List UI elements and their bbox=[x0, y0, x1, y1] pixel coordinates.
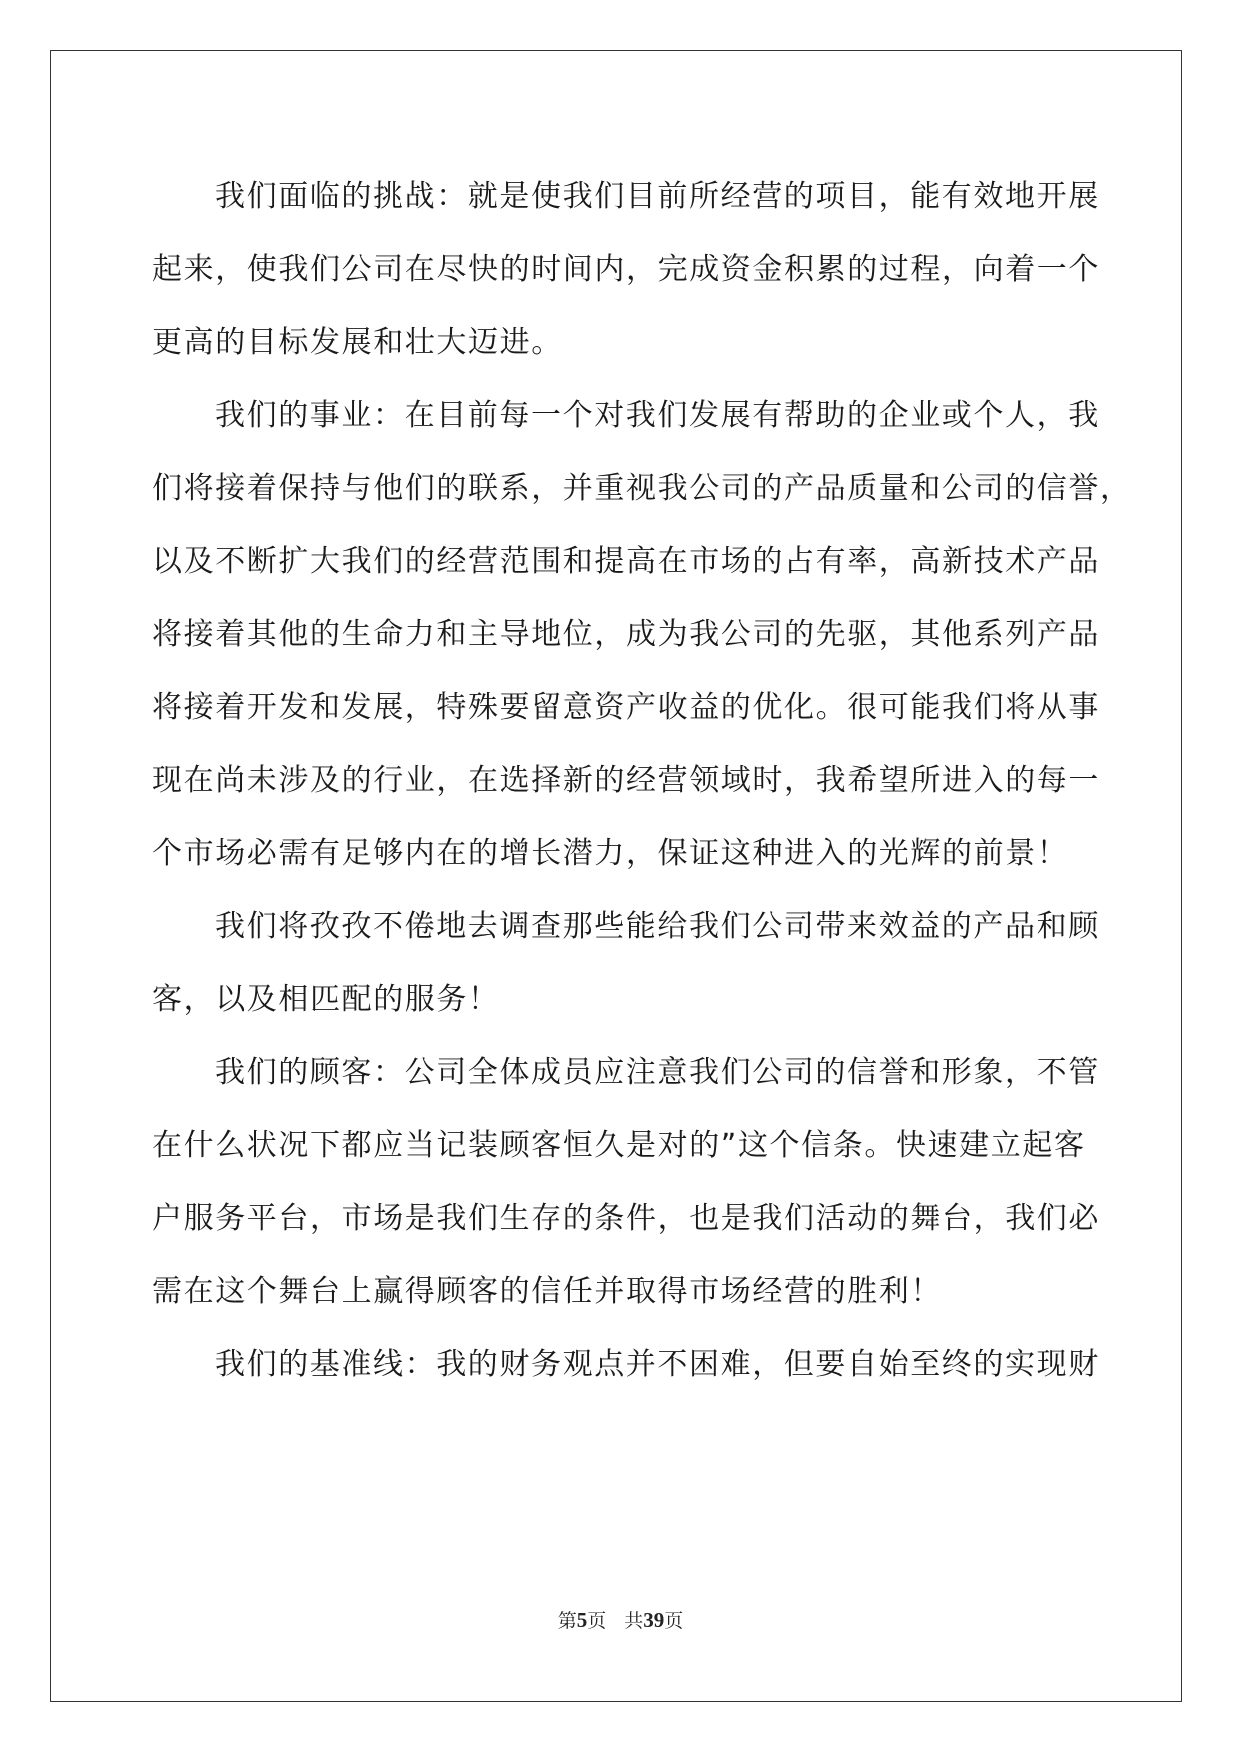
text-line: 需在这个舞台上赢得顾客的信任并取得市场经营的胜利！ bbox=[152, 1274, 942, 1309]
text-line: 客，以及相匹配的服务！ bbox=[152, 982, 500, 1017]
text-line: 将接着开发和发展，特殊要留意资产收益的优化。很可能我们将从事 bbox=[152, 690, 1100, 725]
text-line: 将接着其他的生命力和主导地位，成为我公司的先驱，其他系列产品 bbox=[152, 617, 1100, 652]
page-footer bbox=[0, 1606, 1241, 1633]
text-line: 个市场必需有足够内在的增长潜力，保证这种进入的光辉的前景！ bbox=[152, 836, 1069, 871]
page-prefix: 第 bbox=[557, 1610, 577, 1632]
text-line: 现在尚未涉及的行业，在选择新的经营领域时，我希望所进入的每一 bbox=[152, 763, 1100, 798]
text-line: 在什么状况下都应当记装顾客恒久是对的”这个信条。快速建立起客 bbox=[152, 1128, 1086, 1163]
text-line: 起来，使我们公司在尽快的时间内，完成资金积累的过程，向着一个 bbox=[152, 252, 1100, 287]
document-body bbox=[152, 160, 1132, 1401]
text-line: 我们的顾客：公司全体成员应注意我们公司的信誉和形象，不管 bbox=[215, 1055, 1100, 1090]
text-line: 我们面临的挑战：就是使我们目前所经营的项目，能有效地开展 bbox=[215, 179, 1100, 214]
text-line: 户服务平台，市场是我们生存的条件，也是我们活动的舞台，我们必 bbox=[152, 1201, 1100, 1236]
text-line: 以及不断扩大我们的经营范围和提高在市场的占有率，高新技术产品 bbox=[152, 544, 1100, 579]
total-pages: 39 bbox=[643, 1608, 665, 1632]
text-line: 我们将孜孜不倦地去调查那些能给我们公司带来效益的产品和顾 bbox=[215, 909, 1100, 944]
text-line: 我们的基准线：我的财务观点并不困难，但要自始至终的实现财 bbox=[215, 1347, 1100, 1382]
text-line: 更高的目标发展和壮大迈进。 bbox=[152, 325, 563, 360]
page-number: 5 bbox=[576, 1608, 588, 1632]
total-suffix: 页 bbox=[664, 1610, 684, 1632]
total-prefix: 共 bbox=[624, 1610, 644, 1632]
text-line: 们将接着保持与他们的联系，并重视我公司的产品质量和公司的信誉， bbox=[152, 471, 1132, 506]
text-line: 我们的事业：在目前每一个对我们发展有帮助的企业或个人，我 bbox=[215, 398, 1100, 433]
page-suffix: 页 bbox=[587, 1610, 607, 1632]
